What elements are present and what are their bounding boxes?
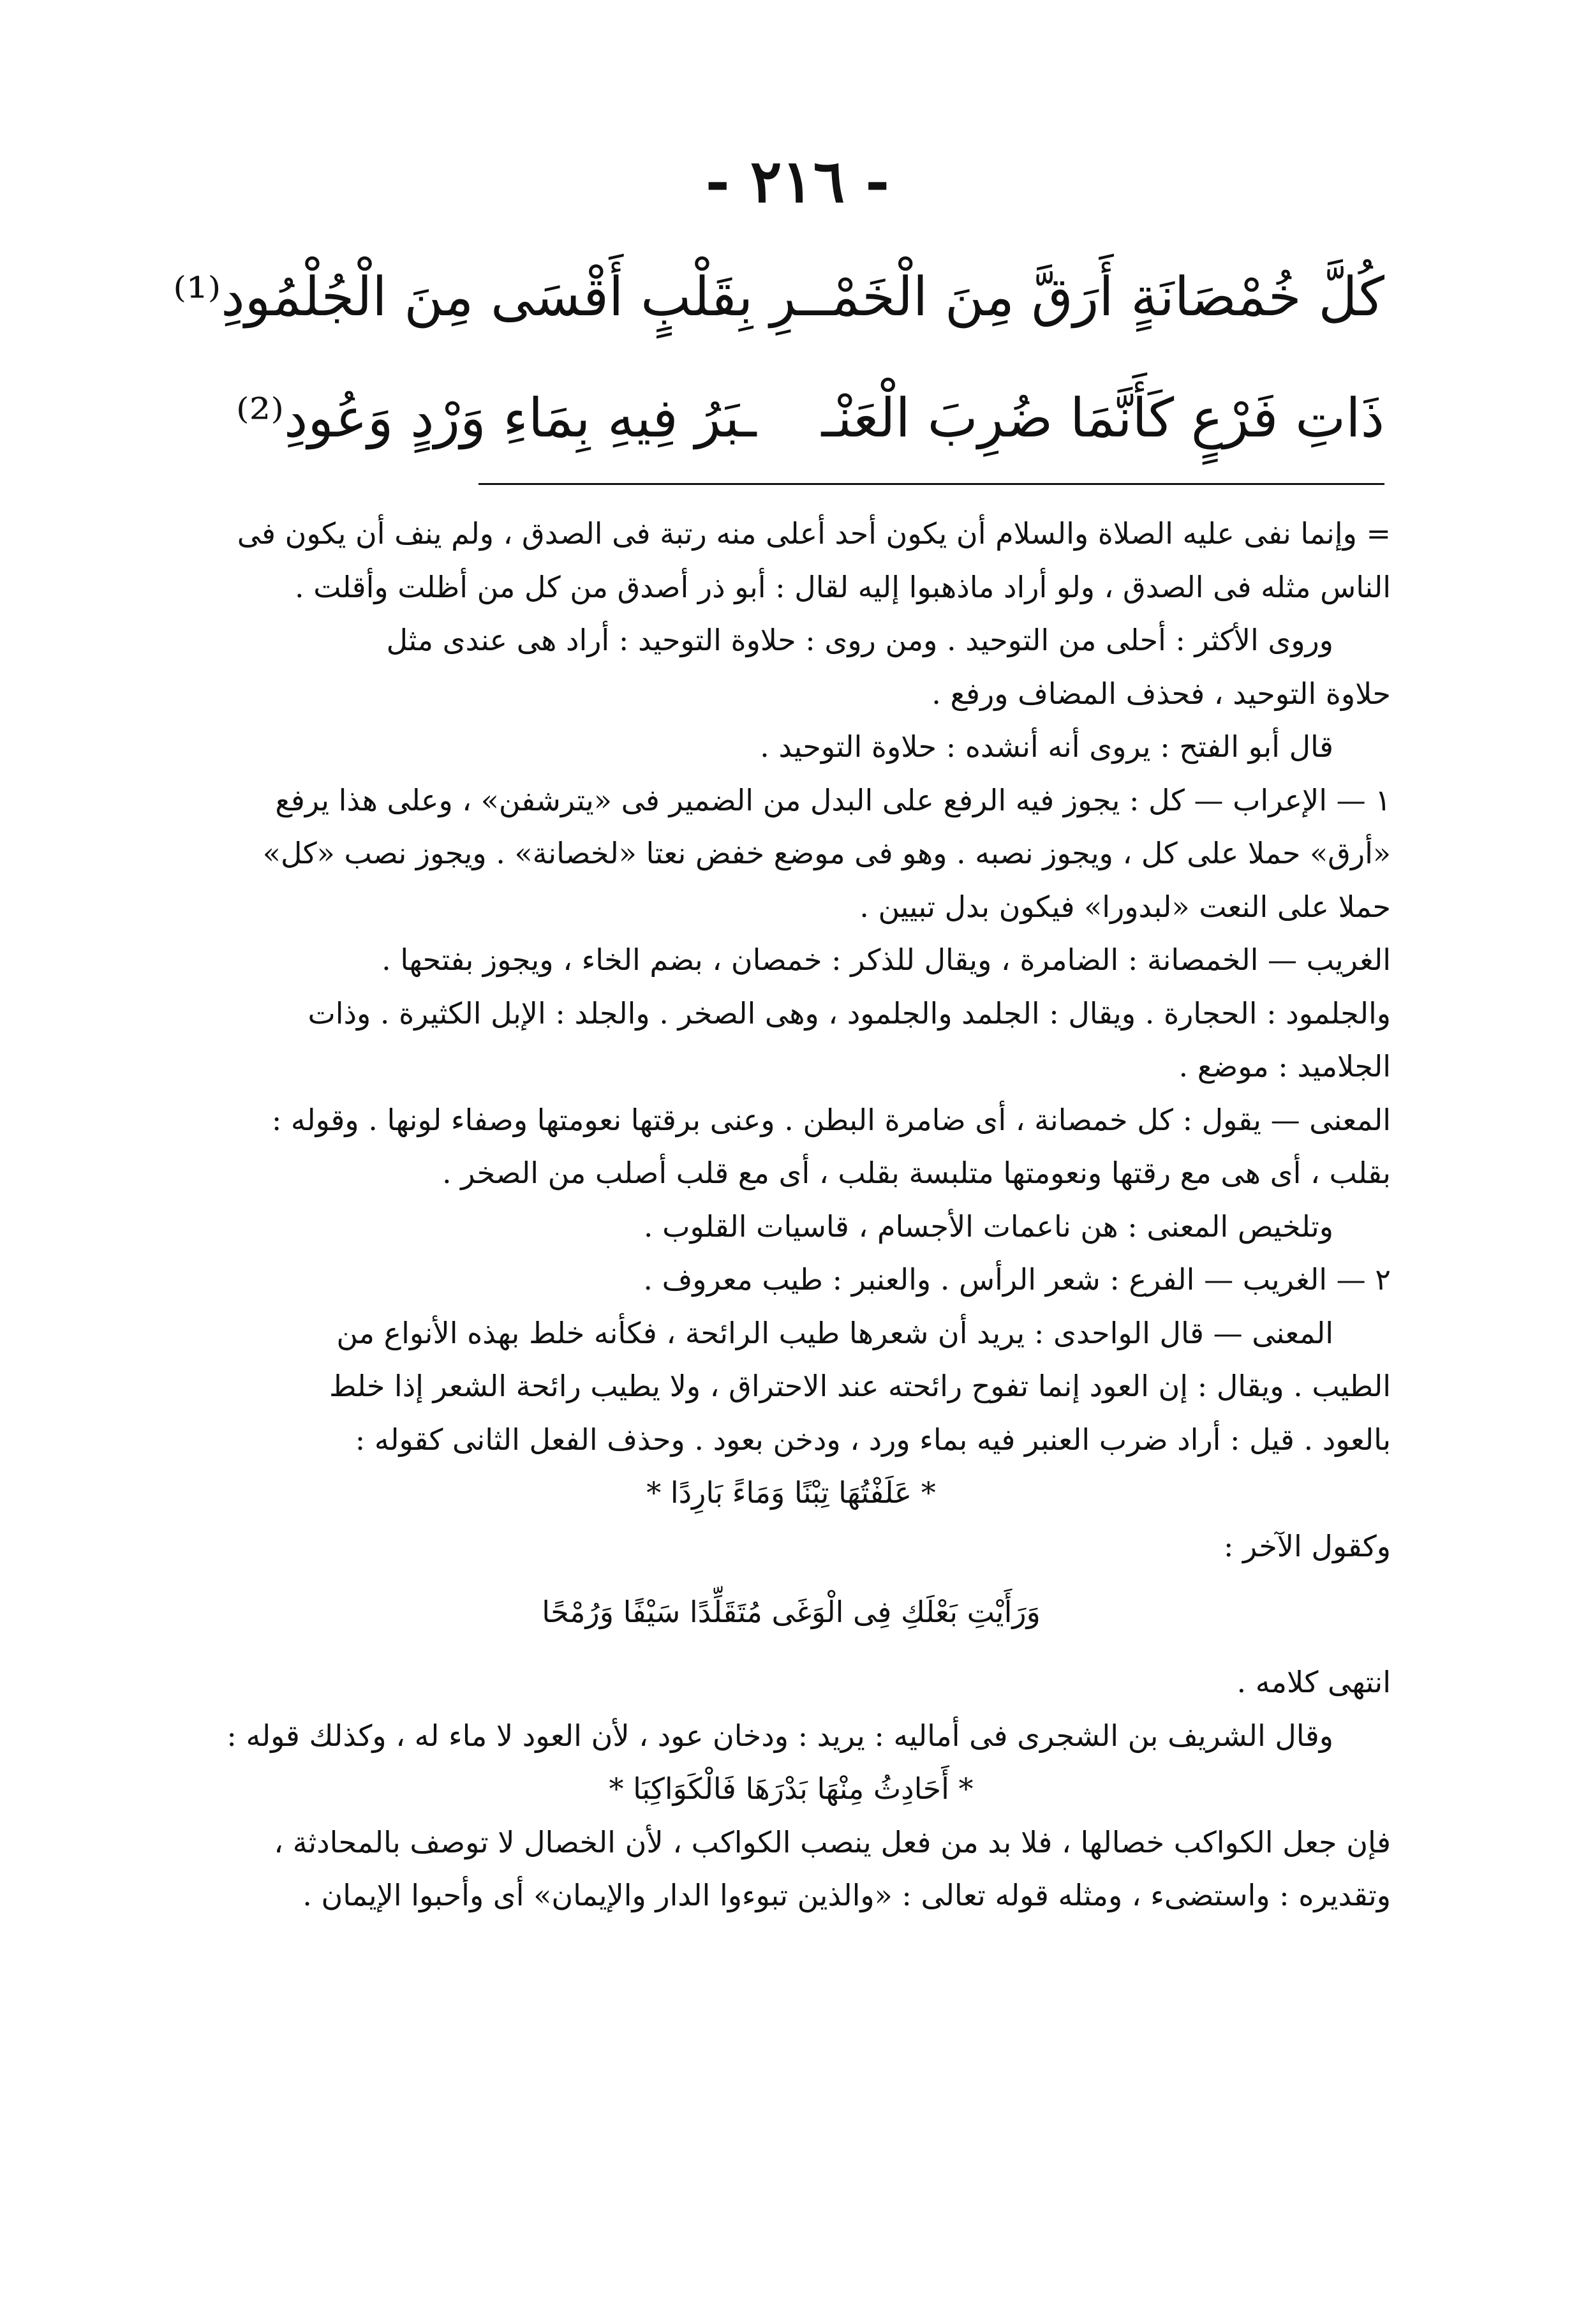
commentary-line: وروى الأكثر : أحلى من التوحيد . ومن روى : حلاوة التوحيد : أراد هى عندى مثل: [386, 623, 1333, 657]
commentary-line: ٢ — الغريب — الفرع : شعر الرأس . والعنبر : طيب معروف .: [643, 1262, 1391, 1297]
commentary-line: وتقديره : واستضىء ، ومثله قوله تعالى : «والذين تبوءوا الدار والإيمان» أى وأحبوا الإيمان .: [302, 1878, 1391, 1912]
verse-second-hemistich: ـبَرُ فِيهِ بِمَاءِ وَرْدٍ وَعُودِ⁽²⁾: [236, 387, 757, 449]
commentary-line: ١ — الإعراب — كل : يجوز فيه الرفع على البدل من الضمير فى «يترشفن» ، وعلى هذا يرفع: [275, 782, 1391, 817]
commentary-line: والجلمود : الحجارة . ويقال : الجلمد والجلمود ، وهى الصخر . والجلد : الإبل الكثيرة . وذات: [308, 995, 1391, 1031]
commentary-line: الجلاميد : موضع .: [1178, 1049, 1391, 1084]
quoted-verse: وَرَأَيْتِ بَعْلَكِ فِى الْوَغَى مُتَقَلِّدًا سَيْفًا وَرُمْحًا: [542, 1595, 1041, 1629]
commentary-line: المعنى — قال الواحدى : يريد أن شعرها طيب الرائحة ، فكأنه خلط بهذه الأنواع من: [336, 1315, 1333, 1350]
verse-line: [173, 236, 1384, 357]
commentary-line: قال أبو الفتح : يروى أنه أنشده : حلاوة التوحيد .: [760, 729, 1333, 764]
separator-rule: [478, 483, 1384, 485]
verse-line: [236, 357, 1384, 479]
commentary-line: الغريب — الخمصانة : الضامرة ، ويقال للذكر : خمصان ، بضم الخاء ، ويجوز بفتحها .: [382, 942, 1391, 977]
commentary-line: الناس مثله فى الصدق ، ولو أراد ماذهبوا إليه لقال : أبو ذر أصدق من كل من أظلت وأقلت .: [295, 569, 1391, 604]
commentary-line: حملا على النعت «لبدورا» فيكون بدل تبيين .: [859, 889, 1391, 924]
commentary-line: حلاوة التوحيد ، فحذف المضاف ورفع .: [931, 676, 1391, 711]
commentary-line: بالعود . قيل : أراد ضرب العنبر فيه بماء ورد ، ودخن بعود . وحذف الفعل الثانى كقوله :: [355, 1422, 1391, 1457]
commentary-line: وتلخيص المعنى : هن ناعمات الأجسام ، قاسيات القلوب .: [643, 1209, 1333, 1244]
verse-first-hemistich: كُلَّ خُمْصَانَةٍ أَرَقَّ مِنَ الْخَمْـ: [815, 265, 1384, 328]
verse-block: [173, 236, 1384, 479]
verse-first-hemistich: ذَاتِ فَرْعٍ كَأَنَّمَا ضُرِبَ الْعَنْـ: [821, 387, 1384, 449]
page-number: - ٢١٦ -: [705, 147, 890, 216]
commentary-line: = وإنما نفى عليه الصلاة والسلام أن يكون أحد أعلى منه رتبة فى الصدق ، ولم ينف أن يكون فى: [237, 516, 1391, 551]
commentary-line: بقلب ، أى هى مع رقتها ونعومتها متلبسة بقلب ، أى مع قلب أصلب من الصخر .: [441, 1156, 1391, 1190]
commentary-line: انتهى كلامه .: [1236, 1665, 1391, 1699]
commentary-text: [191, 507, 1391, 1923]
quoted-verse: * عَلَفْتُهَا تِبْنًا وَمَاءً بَارِدًا *: [646, 1475, 936, 1510]
commentary-line: المعنى — يقول : كل خمصانة ، أى ضامرة البطن . وعنى برقتها نعومتها وصفاء لونها . وقوله :: [271, 1102, 1391, 1137]
commentary-line: الطيب . ويقال : إن العود إنما تفوح رائحته عند الاحتراق ، ولا يطيب رائحة الشعر إذا خلط: [329, 1369, 1391, 1403]
verse-second-hemistich: ـرِ بِقَلْبٍ أَقْسَى مِنَ الْجُلْمُودِ⁽¹⁾: [173, 265, 815, 328]
commentary-line: وكقول الآخر :: [1223, 1528, 1391, 1563]
commentary-line: فإن جعل الكواكب خصالها ، فلا بد من فعل ينصب الكواكب ، لأن الخصال لا توصف بالمحادثة ،: [274, 1824, 1391, 1859]
commentary-line: «أرق» حملا على كل ، ويجوز نصبه . وهو فى موضع خفض نعتا «لخصانة» . ويجوز نصب «كل»: [262, 836, 1391, 870]
quoted-verse: * أَحَادِثُ مِنْهَا بَدْرَهَا فَالْكَوَاكِبَا *: [609, 1771, 974, 1806]
commentary-line: وقال الشريف بن الشجرى فى أماليه : يريد : ودخان عود ، لأن العود لا ماء له ، وكذلك قوله :: [226, 1718, 1333, 1753]
